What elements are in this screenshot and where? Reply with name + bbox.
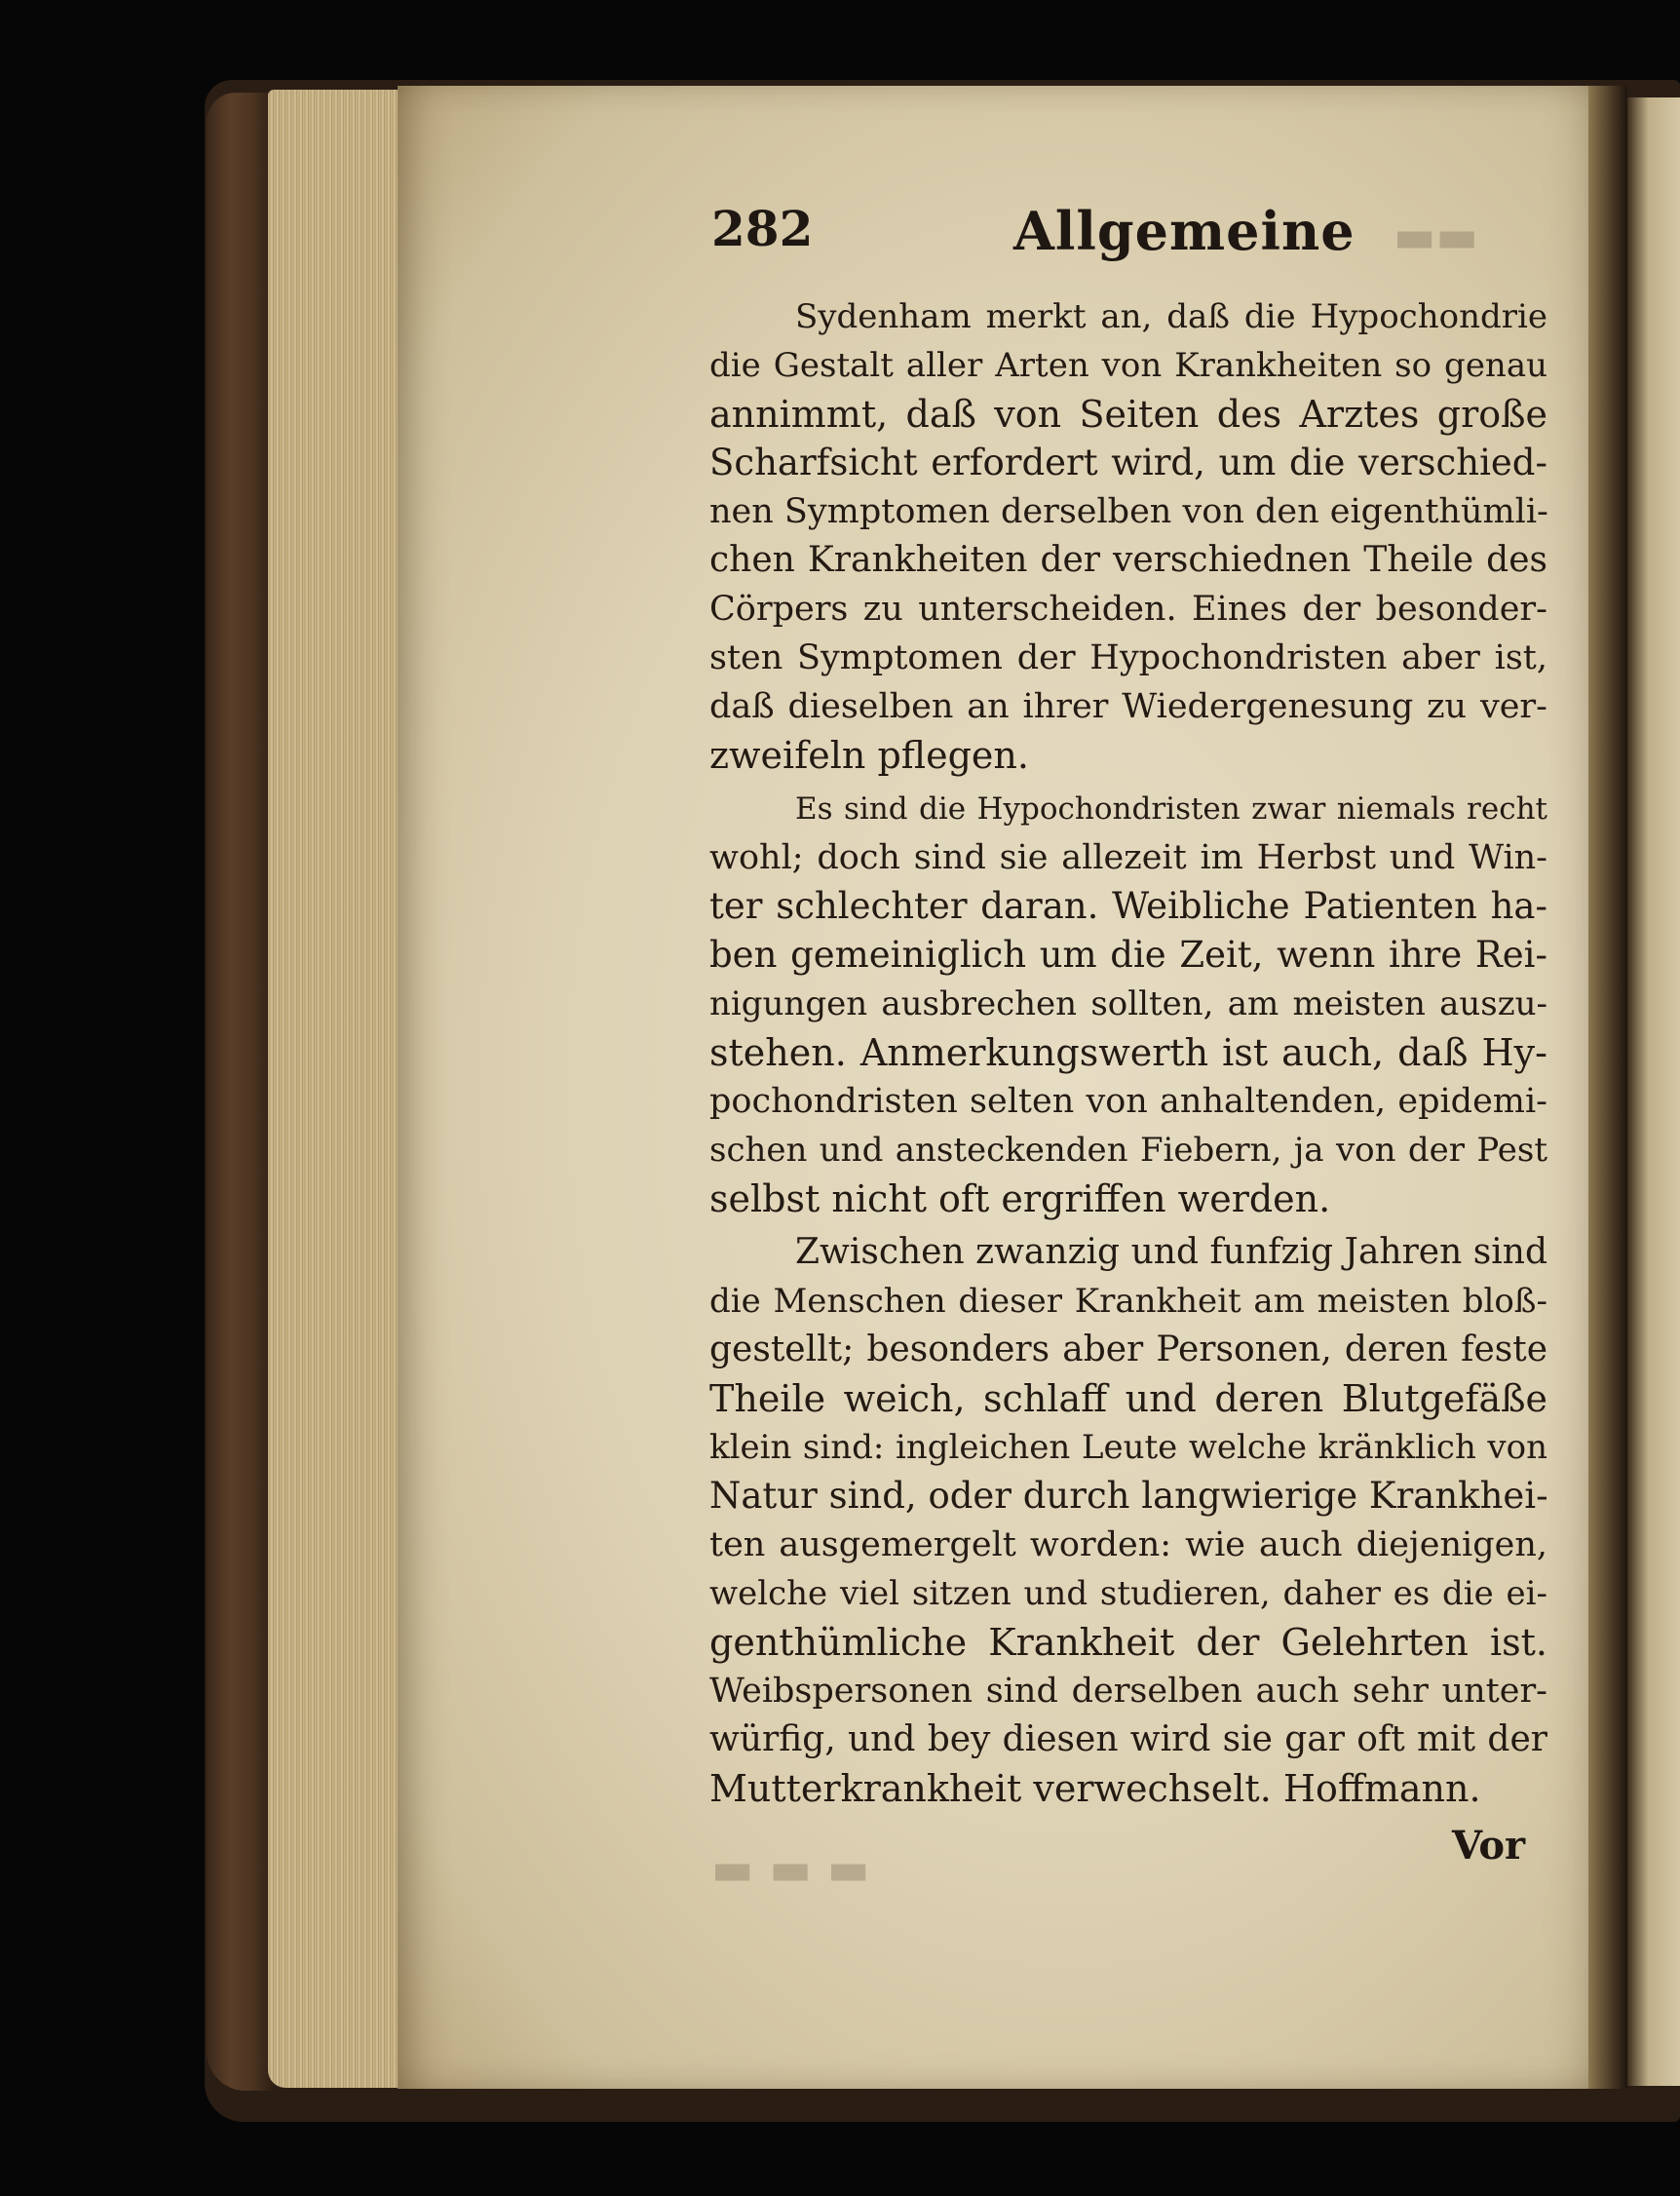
leather-cover-edge [207,93,275,2091]
text-line: Theile weich, schlaff und deren Blutgefäße [709,1377,1547,1420]
page-header [711,200,1588,268]
catchword: Vor [1452,1823,1526,1869]
show-through-mark: ▬ ▬ ▬ [711,1842,870,1895]
text-line: ben gemeiniglich um die Zeit, wenn ihre Rei- [709,934,1547,976]
text-line: stehen. Anmerkungswerth ist auch, daß Hy- [709,1031,1547,1074]
text-line: welche viel sitzen und studieren, daher es die ei- [709,1574,1547,1613]
text-line: Natur sind, oder durch langwierige Krankhei- [709,1475,1548,1517]
text-line: nigungen ausbrechen sollten, am meisten auszu- [709,984,1547,1023]
text-line: wohl; doch sind sie allezeit im Herbst und Win- [709,838,1547,877]
text-line: sten Symptomen der Hypochondristen aber ist, [709,638,1547,677]
text-line: ten ausgemergelt worden: wie auch diejenigen, [709,1525,1547,1564]
text-line: Scharfsicht erfordert wird, um die verschied- [709,442,1547,483]
running-title: Allgemeine [1013,200,1355,262]
text-line: die Gestalt aller Arten von Krankheiten so genau [709,346,1547,385]
text-line: Cörpers zu unterscheiden. Eines der besonder- [709,590,1547,629]
text-line: Es sind die Hypochondristen zwar niemals recht [795,791,1547,827]
text-line: Weibspersonen sind derselben auch sehr unter- [709,1672,1547,1711]
text-line: Sydenham merkt an, daß die Hypochondrie [795,297,1547,336]
text-line: genthümliche Krankheit der Gelehrten ist. [709,1621,1547,1664]
text-line: schen und ansteckenden Fiebern, ja von der Pest [709,1131,1547,1170]
text-line: gestellt; besonders aber Personen, deren feste [709,1329,1547,1369]
show-through-mark: ▬▬ [1394,210,1478,262]
text-line: würfig, und bey diesen wird sie gar oft mit der [709,1719,1547,1759]
book-gutter [1588,86,1627,2089]
text-line: die Menschen dieser Krankheit am meisten bloß- [709,1282,1547,1321]
page-edges [268,90,409,2088]
text-line: ter schlechter daran. Weibliche Patienten ha- [709,885,1547,927]
text-line: klein sind: ingleichen Leute welche kränklich von [709,1428,1547,1467]
text-line: zweifeln pflegen. [709,734,1029,777]
text-line: chen Krankheiten der verschiednen Theile des [709,540,1547,580]
text-line: Mutterkrankheit verwechselt. Hoffmann. [709,1767,1481,1810]
text-line: Zwischen zwanzig und funfzig Jahren sind [795,1232,1547,1272]
text-line: daß dieselben an ihrer Wiedergenesung zu ver- [709,687,1547,726]
text-line: selbst nicht oft ergriffen werden. [709,1177,1331,1220]
text-line: pochondristen selten von anhaltenden, epidemi- [709,1082,1547,1121]
page-number: 282 [711,200,814,257]
text-line: annimmt, daß von Seiten des Arztes große [709,393,1547,436]
text-line: nen Symptomen derselben von den eigenthümli- [709,492,1548,531]
facing-page-edge [1627,97,1680,2086]
